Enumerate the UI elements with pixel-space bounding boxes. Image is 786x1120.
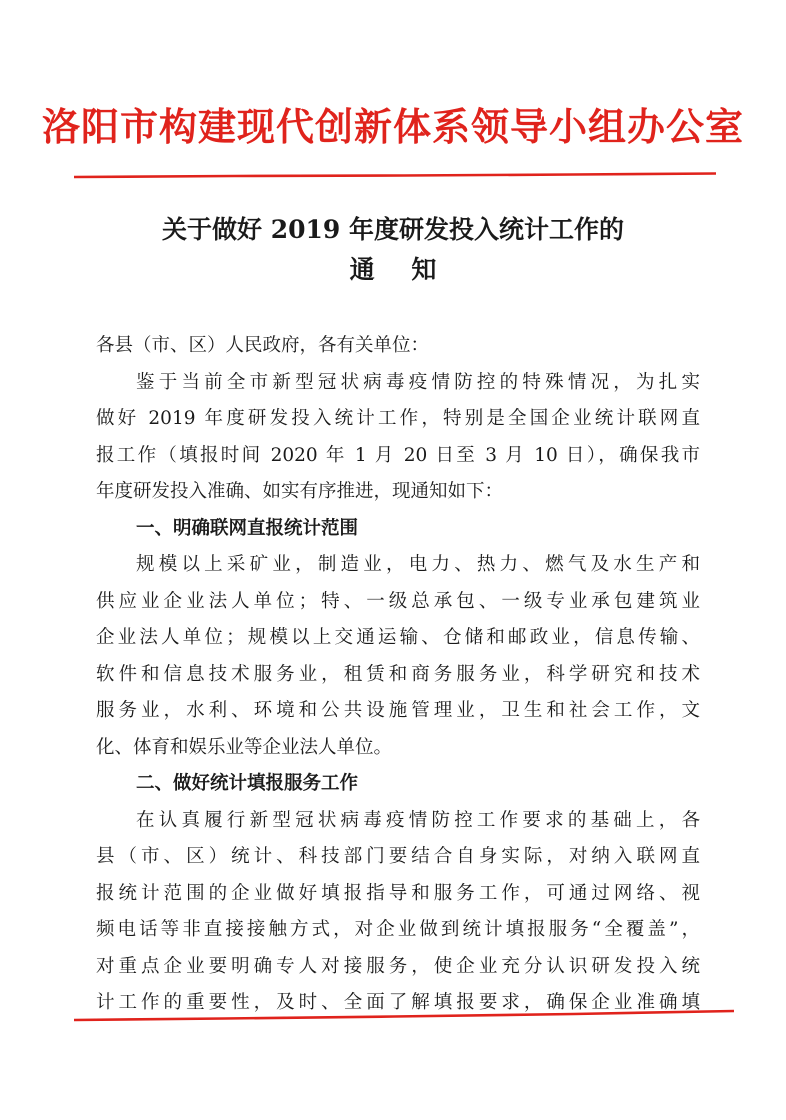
section-1-line: 软件和信息技术服务业，租赁和商务服务业，科学研究和技术 xyxy=(96,663,700,685)
section-2-line: 对重点企业要明确专人对接服务，使企业充分认识研发投入统 xyxy=(96,955,700,977)
section-2-heading: 二、做好统计填报服务工作 xyxy=(136,773,359,794)
bottom-red-rule xyxy=(74,1008,734,1022)
notice-title-line-1: 关于做好 2019 年度研发投入统计工作的 xyxy=(162,215,624,244)
intro-line: 鉴于当前全市新型冠状病毒疫情防控的特殊情况，为扎实 xyxy=(136,371,700,393)
masthead-red-rule xyxy=(74,170,716,182)
notice-body xyxy=(96,328,700,1022)
section-1-line: 化、体育和娱乐业等企业法人单位。 xyxy=(96,736,393,758)
section-1-heading: 一、明确联网直报统计范围 xyxy=(136,517,359,539)
section-1-line: 企业法人单位；规模以上交通运输、仓储和邮政业，信息传输、 xyxy=(96,627,700,648)
section-2-line: 报统计范围的企业做好填报指导和服务工作，可通过网络、视 xyxy=(96,882,700,904)
notice-title-line-2: 通 知 xyxy=(349,255,451,284)
section-1-line: 供应业企业法人单位；特、一级总承包、一级专业承包建筑业 xyxy=(96,590,700,612)
section-2-line: 计工作的重要性，及时、全面了解填报要求，确保企业准确填 xyxy=(96,992,700,1013)
intro-line: 年度研发投入准确、如实有序推进，现通知如下： xyxy=(96,481,504,502)
section-1-line: 规模以上采矿业，制造业，电力、热力、燃气及水生产和 xyxy=(136,554,700,575)
section-2-line: 在认真履行新型冠状病毒疫情防控工作要求的基础上，各 xyxy=(136,809,700,831)
salutation: 各县（市、区）人民政府，各有关单位： xyxy=(96,335,430,356)
section-2-line: 县（市、区）统计、科技部门要结合自身实际，对纳入联网直 xyxy=(96,846,700,867)
intro-line: 做好 2019 年度研发投入统计工作，特别是全国企业统计联网直 xyxy=(96,408,700,429)
masthead-org-name: 洛阳市构建现代创新体系领导小组办公室 xyxy=(41,104,744,149)
section-1-line: 服务业，水利、环境和公共设施管理业，卫生和社会工作，文 xyxy=(96,700,700,721)
section-2-line: 频电话等非直接接触方式，对企业做到统计填报服务“全覆盖”， xyxy=(96,919,700,940)
notice-title xyxy=(0,210,786,290)
intro-line: 报工作（填报时间 2020 年 1 月 20 日至 3 月 10 日），确保我市 xyxy=(96,444,700,466)
